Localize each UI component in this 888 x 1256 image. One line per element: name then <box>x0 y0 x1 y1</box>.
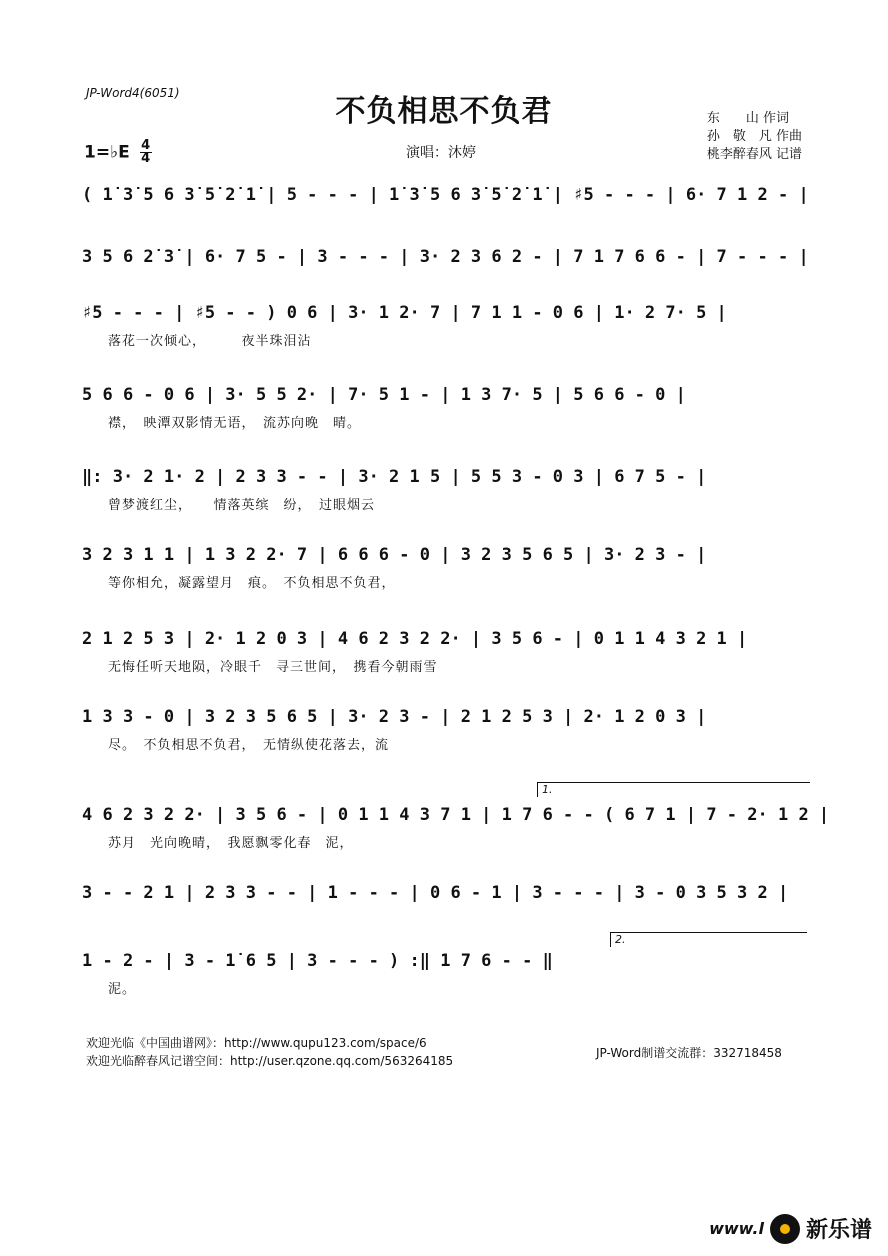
song-title: 不负相思不负君 <box>335 94 553 129</box>
score-line: ( 1̇ 3̇ 5 6 3̇ 5̇ 2̇ 1̇ | 5 - - - | 1̇ 3̇ 5 6 3̇ 5̇ 2̇ 1̇ | ♯5 - - - | 6· 7 1 2 - | <box>82 185 809 205</box>
lyric-line: 等你相允，凝露望月 痕。 不负相思不负君， <box>108 576 396 591</box>
key-text: 1=♭E <box>84 142 130 163</box>
key-signature <box>84 140 152 165</box>
credits <box>707 110 802 164</box>
composer: 孙 敬 凡 作曲 <box>706 129 802 144</box>
score-line: 3 2 3 1 1 | 1 3 2 2· 7 | 6 6 6 - 0 | 3 2 3 5 6 5 | 3· 2 3 - | <box>82 545 707 565</box>
score-line: ♯5 - - - | ♯5 - - ) 0 6 | 3· 1 2· 7 | 7 1 1 - 0 6 | 1· 2 7· 5 | <box>82 303 727 323</box>
lyric-line: 苏月 光向晚晴， 我愿飘零化春 泥， <box>108 836 354 851</box>
singer: 演唱：沐婷 <box>406 145 476 161</box>
score-line: 2 1 2 5 3 | 2· 1 2 0 3 | 4 6 2 3 2 2· | 3 5 6 - | 0 1 1 4 3 2 1 | <box>82 629 748 649</box>
disc-icon <box>770 1214 800 1244</box>
volta-second: 2. <box>610 932 807 947</box>
score-line: 3 - - 2 1 | 2 3 3 - - | 1 - - - | 0 6 - 1 | 3 - - - | 3 - 0 3 5 3 2 | <box>82 883 789 903</box>
watermark-logo <box>709 1213 872 1244</box>
watermark-brand: 新乐谱 <box>805 1218 872 1243</box>
footer-group: JP-Word制谱交流群：332718458 <box>596 1046 782 1060</box>
software-tag: JP-Word4(6051) <box>86 86 180 100</box>
score-line: 3 5 6 2̇ 3̇ | 6· 7 5 - | 3 - - - | 3· 2 3 6 2 - | 7 1 7 6 6 - | 7 - - - | <box>82 247 809 267</box>
footer-link-2: 欢迎光临醉春风记谱空间：http://user.qzone.qq.com/563264185 <box>86 1054 454 1068</box>
watermark-www: www.l <box>709 1219 764 1238</box>
score-line: 1 - 2 - | 3 - 1̇ 6 5 | 3 - - - ) :‖ 1 7 6 - - ‖ <box>82 951 553 971</box>
time-signature <box>140 140 152 165</box>
lyricist: 东 山 作词 <box>706 111 789 126</box>
score-line: ‖: 3· 2 1· 2 | 2 3 3 - - | 3· 2 1 5 | 5 5 3 - 0 3 | 6 7 5 - | <box>82 467 707 487</box>
lyric-line: 尽。 不负相思不负君， 无情纵使花落去，流 <box>108 738 390 753</box>
score-line: 1 3 3 - 0 | 3 2 3 5 6 5 | 3· 2 3 - | 2 1 2 5 3 | 2· 1 2 0 3 | <box>82 707 707 727</box>
lyric-line: 无悔任听天地陨，冷眼千 寻三世间， 携看今朝雨雪 <box>108 660 438 675</box>
score-line: 5 6 6 - 0 6 | 3· 5 5 2· | 7· 5 1 - | 1 3 7· 5 | 5 6 6 - 0 | <box>82 385 686 405</box>
lyric-line: 落花一次倾心， 夜半珠泪沾 <box>108 334 312 349</box>
time-top: 4 <box>141 138 151 153</box>
lyric-line: 襟， 映潭双影情无语， 流苏向晚 晴。 <box>108 416 362 431</box>
lyric-line: 泥。 <box>108 982 137 997</box>
lyric-line: 曾梦渡红尘， 情落英缤 纷， 过眼烟云 <box>108 498 376 513</box>
transcriber: 桃李醉春风 记谱 <box>706 147 802 162</box>
score-line: 4 6 2 3 2 2· | 3 5 6 - | 0 1 1 4 3 7 1 | 1 7 6 - - ( 6 7 1 | 7 - 2· 1 2 | <box>82 805 830 825</box>
time-bottom: 4 <box>141 151 151 166</box>
footer-link-1: 欢迎光临《中国曲谱网》：http://www.qupu123.com/space/6 <box>86 1036 427 1050</box>
footer-links <box>86 1034 453 1070</box>
volta-first: 1. <box>537 782 810 797</box>
